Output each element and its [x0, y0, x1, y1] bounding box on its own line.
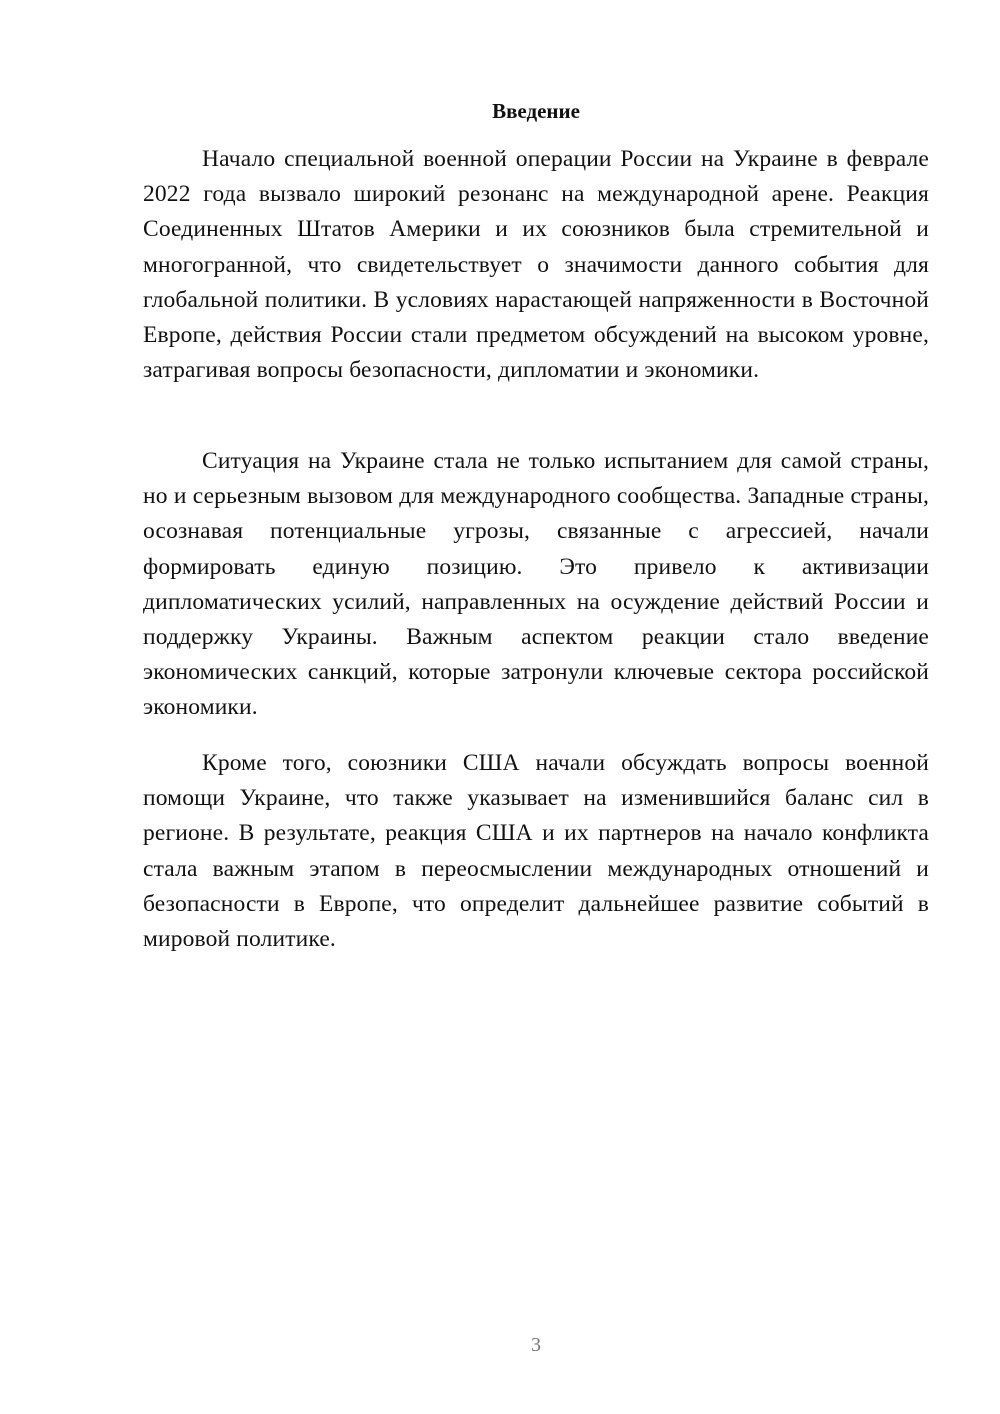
paragraph-3: Кроме того, союзники США начали обсуждать вопросы военной помощи Украине, что также указывает на изменившийся баланс сил в регионе. В результате, реакция США и их партнеров на начало конфликта стала важным этапом в переосмыслении международных отношений и безопасности в Европе, что определит дальнейшее развитие событий в мировой политике. — [143, 750, 929, 953]
section-heading: Введение — [492, 99, 580, 123]
page-number: 3 — [531, 1334, 541, 1356]
paragraph-1: Начало специальной военной операции России на Украине в феврале 2022 года вызвало широкий резонанс на международной арене. Реакция Соединенных Штатов Америки и их союзников была стремительной и многогранной, что свидетельствует о значимости данного события для глобальной политики. В условиях нарастающей напряженности в Восточной Европе, действия России стали предметом обсуждений на высоком уровне, затрагивая вопросы безопасности, дипломатии и экономики. — [143, 146, 929, 384]
paragraph-2: Ситуация на Украине стала не только испытанием для самой страны, но и серьезным вызовом для международного сообщества. Западные страны, осознавая потенциальные угрозы, связанные с агрессией, начали формировать единую позицию. Это привело к активизации дипломатических усилий, направленных на осуждение действий России и поддержку Украины. Важным аспектом реакции стало введение экономических санкций, которые затронули ключевые сектора российской экономики. — [143, 448, 929, 721]
